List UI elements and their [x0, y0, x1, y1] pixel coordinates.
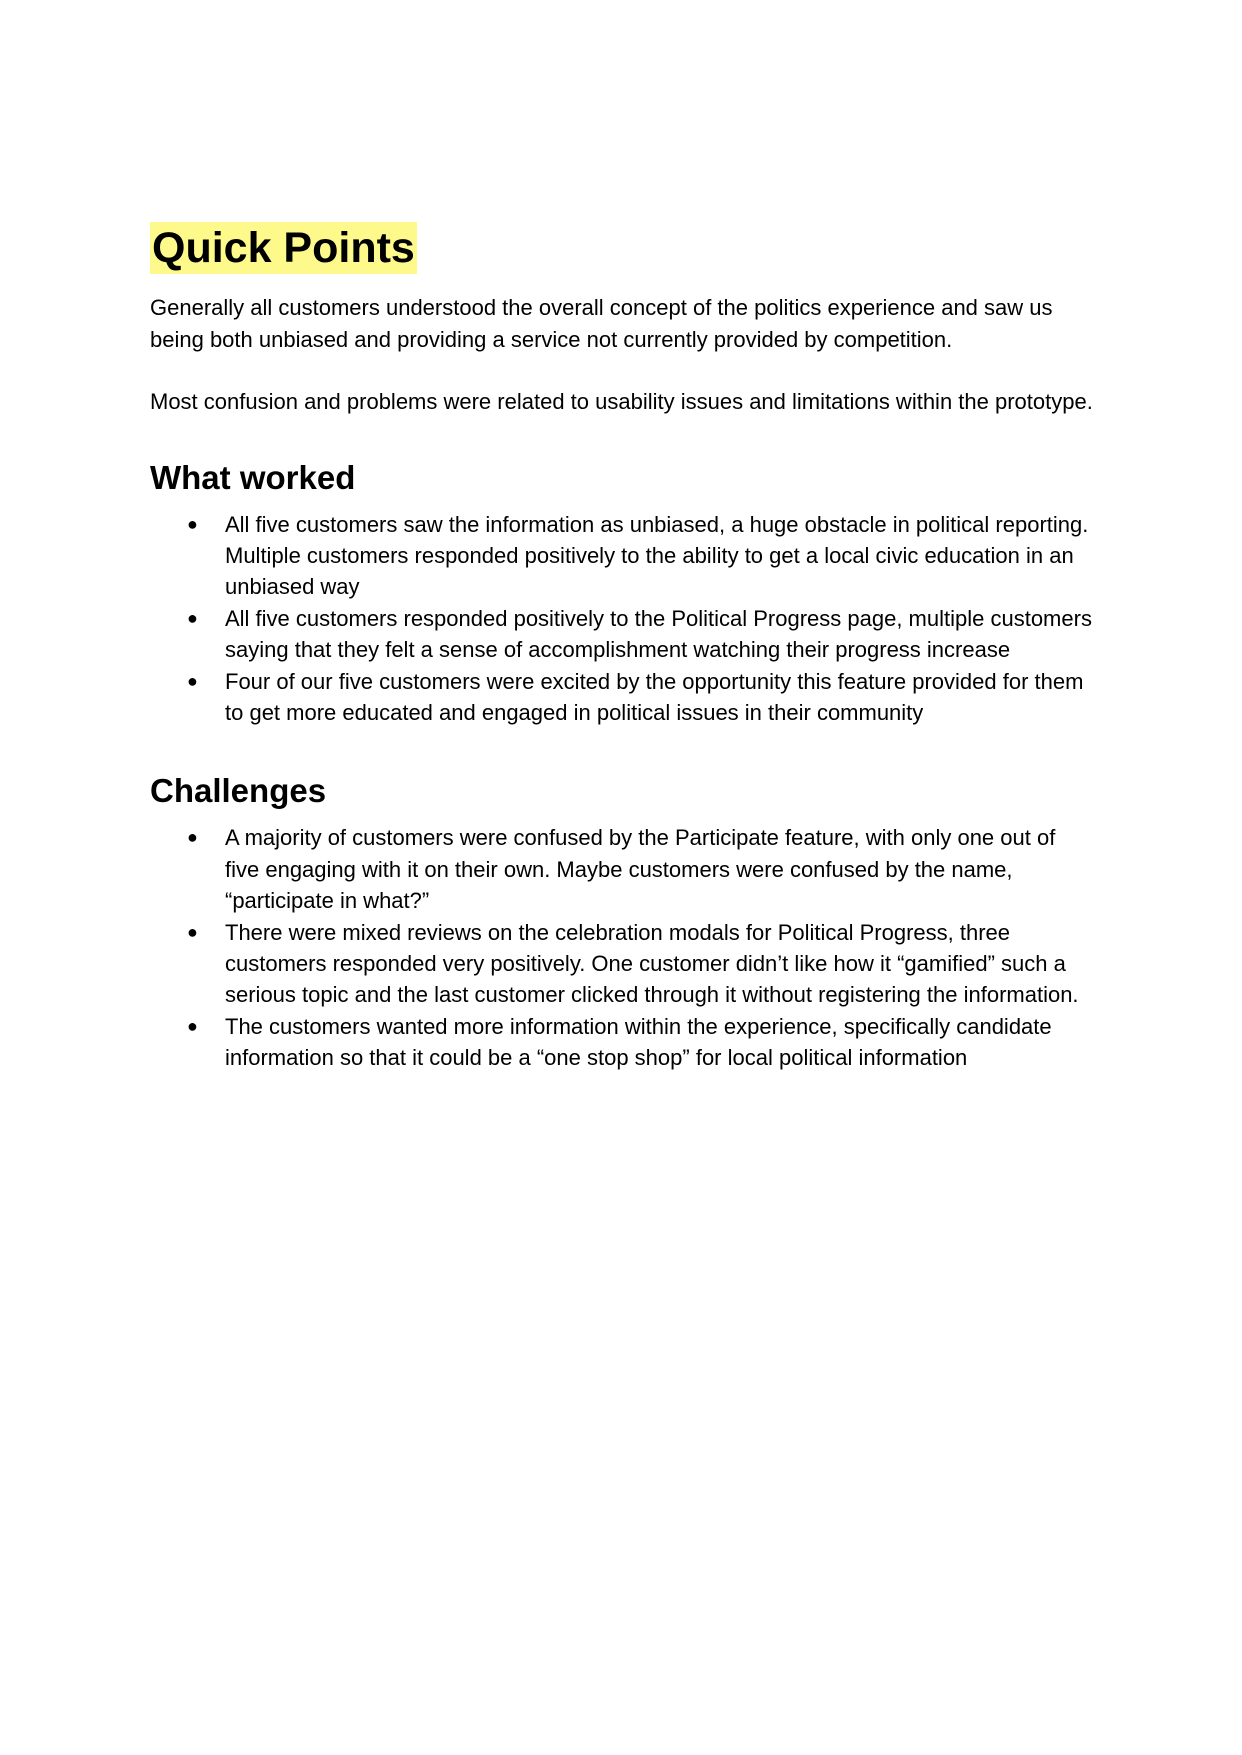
section-heading-challenges: Challenges: [150, 772, 327, 810]
list-item: [150, 509, 1095, 603]
challenges-list: [150, 822, 1100, 1073]
list-item-text: Four of our five customers were excited by the opportunity this feature provided for them to get more educated and engaged in political issues in their community: [225, 668, 1084, 725]
list-item-text: A majority of customers were confused by the Participate feature, with only one out of five engaging with it on their own. Maybe customers were confused by the name, “participate in what?”: [225, 825, 1056, 914]
list-item-text: There were mixed reviews on the celebration modals for Political Progress, three customers responded very positively. One customer didn’t like how it “gamified” such a serious topic and the last customer clicked through it without registering the information.: [225, 919, 1079, 1008]
list-item: [150, 917, 1095, 1011]
intro-paragraph: Generally all customers understood the overall concept of the politics experience and saw us being both unbiased and providing a service not currently provided by competition.: [150, 295, 1053, 352]
list-item: [150, 822, 1095, 916]
page-title: Quick Points: [152, 224, 415, 272]
bullet-icon: ●: [187, 670, 198, 691]
intro-paragraph: Most confusion and problems were related to usability issues and limitations within the prototype.: [150, 389, 1093, 414]
list-item-text: All five customers saw the information as unbiased, a huge obstacle in political reporting. Multiple customers responded positively to the ability to get a local civic education in an unbiased way: [225, 511, 1089, 600]
bullet-icon: ●: [187, 921, 198, 942]
list-item: [150, 666, 1095, 729]
list-item-text: The customers wanted more information within the experience, specifically candidate information so that it could be a “one stop shop” for local political information: [225, 1013, 1052, 1071]
bullet-icon: ●: [187, 513, 198, 534]
what-worked-list: [150, 509, 1100, 729]
document-page: [150, 222, 1100, 1074]
bullet-icon: ●: [187, 1015, 198, 1036]
bullet-icon: ●: [187, 607, 198, 628]
section-heading-what-worked: What worked: [150, 458, 356, 496]
list-item: [150, 603, 1095, 666]
list-item: [150, 1011, 1095, 1074]
list-item-text: All five customers responded positively to the Political Progress page, multiple customers saying that they felt a sense of accomplishment watching their progress increase: [225, 605, 1092, 663]
bullet-icon: ●: [187, 827, 198, 848]
